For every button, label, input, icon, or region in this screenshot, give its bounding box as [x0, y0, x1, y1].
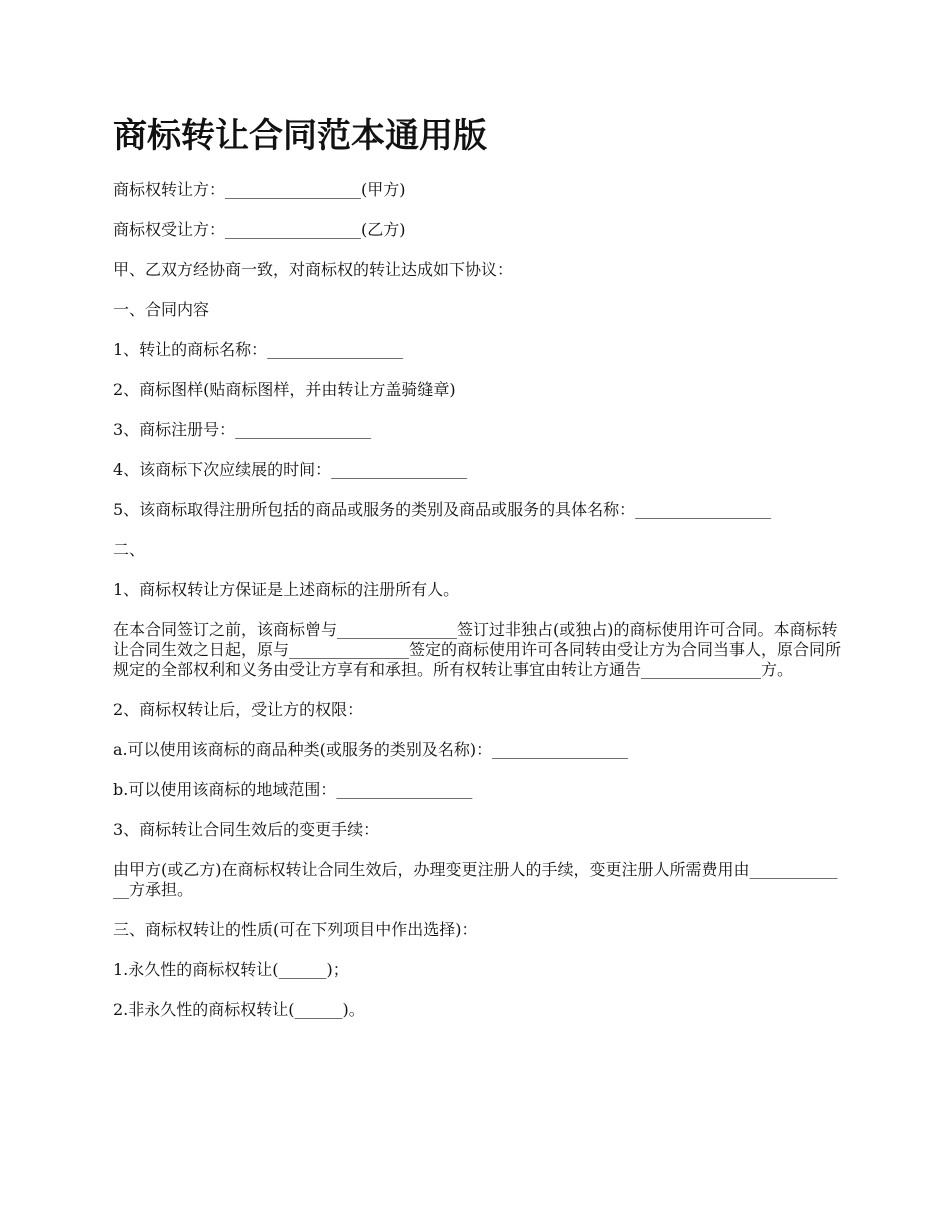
section-heading-1: 一、合同内容 — [113, 300, 210, 319]
option-permanent: 1.永久性的商标权转让(______)； — [113, 960, 349, 979]
clause-trademark-image: 2、商标图样(贴商标图样，并由转让方盖骑缝章) — [113, 380, 456, 399]
transferee-line: 商标权受让方：_________________(乙方) — [113, 220, 406, 239]
clause-owner-guarantee: 1、商标权转让方保证是上述商标的注册所有人。 — [113, 580, 460, 599]
option-non-permanent: 2.非永久性的商标权转让(______)。 — [113, 1000, 365, 1019]
clause-license-contract: 在本合同签订之前，该商标曾与_______________签订过非独占(或独占)的商标使用许可合同。本商标转让合同生效之日起，原与_______________签定的商标使用许可各同转由受让方为合同当事人，原合同所规定的全部权利和义务由受让方享有和承担。所有权转让事宜由转让方通告_______________方。 — [113, 620, 842, 679]
clause-change-procedure: 3、商标转让合同生效后的变更手续： — [113, 820, 380, 839]
clause-trademark-name: 1、转让的商标名称：_________________ — [113, 340, 404, 359]
clause-region-scope: b.可以使用该商标的地域范围：_________________ — [113, 780, 473, 799]
section-heading-3: 三、商标权转让的性质(可在下列项目中作出选择)： — [113, 920, 478, 939]
transferor-line: 商标权转让方：_________________(甲方) — [113, 180, 406, 199]
section-heading-2: 二、 — [113, 540, 146, 559]
clause-goods-scope: a.可以使用该商标的商品种类(或服务的类别及名称)：_________________ — [113, 740, 629, 759]
clause-registration-number: 3、商标注册号：_________________ — [113, 420, 372, 439]
clause-goods-services: 5、该商标取得注册所包括的商品或服务的类别及商品或服务的具体名称：_________________ — [113, 500, 772, 519]
agreement-intro: 甲、乙双方经协商一致，对商标权的转让达成如下协议： — [113, 260, 514, 279]
document-title: 商标转让合同范本通用版 — [113, 116, 487, 156]
clause-transferee-rights: 2、商标权转让后，受让方的权限： — [113, 700, 364, 719]
clause-renewal-time: 4、该商标下次应续展的时间：_________________ — [113, 460, 468, 479]
document-page — [113, 112, 841, 1040]
clause-change-fees: 由甲方(或乙方)在商标权转让合同生效后，办理变更注册人的手续，变更注册人所需费用由_____________方承担。 — [113, 860, 838, 899]
